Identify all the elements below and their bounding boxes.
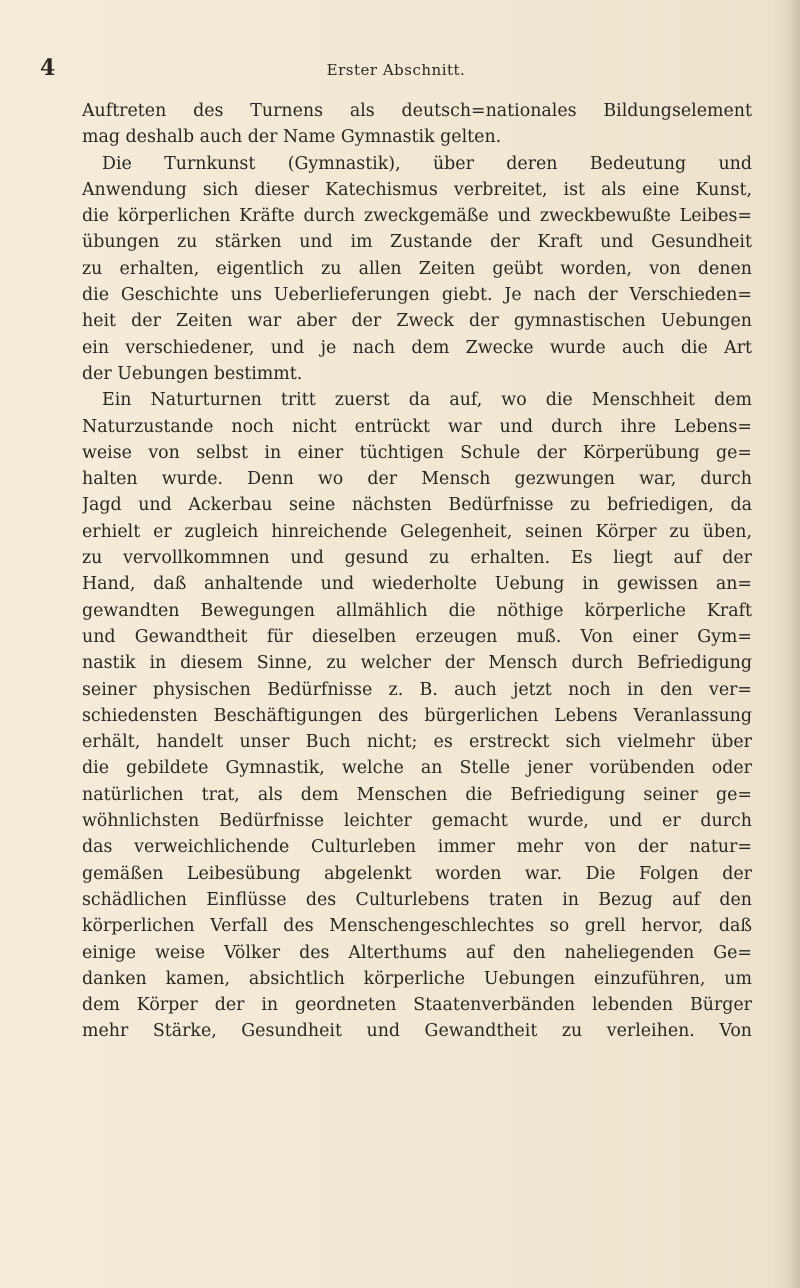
text-line: körperlichen Verfall des Menschengeschlechtes so grell hervor, daß	[82, 916, 752, 937]
binding-shadow	[772, 0, 800, 1288]
text-line: wöhnlichsten Bedürfnisse leichter gemacht wurde, und er durch	[82, 811, 752, 832]
text-line: die körperlichen Kräfte durch zweckgemäße und zweckbewußte Leibes=	[82, 206, 752, 227]
text-line: die Geschichte uns Ueberlieferungen giebt. Je nach der Verschieden=	[82, 285, 752, 306]
text-line: der Uebungen bestimmt.	[82, 363, 303, 384]
text-line: dem Körper der in geordneten Staatenverbänden lebenden Bürger	[82, 995, 752, 1016]
text-line: natürlichen trat, als dem Menschen die Befriedigung seiner ge=	[82, 784, 752, 805]
text-line: heit der Zeiten war aber der Zweck der gymnastischen Uebungen	[82, 311, 752, 332]
section-heading: Erster Abschnitt.	[326, 61, 466, 79]
text-line: die gebildete Gymnastik, welche an Stelle jener vorübenden oder	[82, 758, 752, 779]
text-line: gewandten Bewegungen allmählich die nöthige körperliche Kraft	[82, 600, 752, 621]
text-line: Naturzustande noch nicht entrückt war und durch ihre Lebens=	[82, 416, 752, 437]
text-line: erhielt er zugleich hinreichende Gelegenheit, seinen Körper zu üben,	[82, 521, 752, 542]
text-line: weise von selbst in einer tüchtigen Schule der Körperübung ge=	[82, 442, 752, 463]
page-number: 4	[40, 55, 56, 81]
text-line: und Gewandtheit für dieselben erzeugen muß. Von einer Gym=	[82, 626, 752, 647]
text-line: danken kamen, absichtlich körperliche Uebungen einzuführen, um	[82, 968, 752, 989]
text-line: übungen zu stärken und im Zustande der Kraft und Gesundheit	[82, 232, 752, 253]
body-text	[82, 98, 752, 1045]
text-line: schädlichen Einflüsse des Culturlebens traten in Bezug auf den	[82, 889, 752, 910]
running-head	[40, 55, 752, 83]
text-line: Anwendung sich dieser Katechismus verbreitet, ist als eine Kunst,	[82, 179, 752, 200]
text-line: ein verschiedener, und je nach dem Zwecke wurde auch die Art	[82, 337, 752, 358]
text-line: zu erhalten, eigentlich zu allen Zeiten geübt worden, von denen	[82, 258, 752, 279]
text-line: Auftreten des Turnens als deutsch=nationales Bildungselement	[82, 101, 752, 121]
text-line: Ein Naturturnen tritt zuerst da auf, wo die Menschheit dem	[102, 390, 752, 411]
text-line: das verweichlichende Culturleben immer mehr von der natur=	[82, 837, 752, 858]
text-line: nastik in diesem Sinne, zu welcher der Mensch durch Befriedigung	[82, 653, 752, 674]
text-line: schiedensten Beschäftigungen des bürgerlichen Lebens Veranlassung	[82, 705, 752, 726]
text-line: mehr Stärke, Gesundheit und Gewandtheit zu verleihen. Von	[82, 1021, 752, 1042]
text-line: gemäßen Leibesübung abgelenkt worden war. Die Folgen der	[82, 863, 752, 884]
text-line: mag deshalb auch der Name Gymnastik gelten.	[82, 127, 502, 148]
text-line: Die Turnkunst (Gymnastik), über deren Bedeutung und	[102, 153, 752, 174]
text-line: seiner physischen Bedürfnisse z. B. auch jetzt noch in den ver=	[82, 679, 752, 700]
text-line: Jagd und Ackerbau seine nächsten Bedürfnisse zu befriedigen, da	[82, 495, 752, 516]
text-line: halten wurde. Denn wo der Mensch gezwungen war, durch	[82, 469, 752, 490]
text-line: Hand, daß anhaltende und wiederholte Uebung in gewissen an=	[82, 574, 752, 595]
text-line: einige weise Völker des Alterthums auf den naheliegenden Ge=	[82, 942, 752, 963]
text-line: zu vervollkommnen und gesund zu erhalten. Es liegt auf der	[82, 548, 752, 569]
text-line: erhält, handelt unser Buch nicht; es erstreckt sich vielmehr über	[82, 732, 752, 753]
